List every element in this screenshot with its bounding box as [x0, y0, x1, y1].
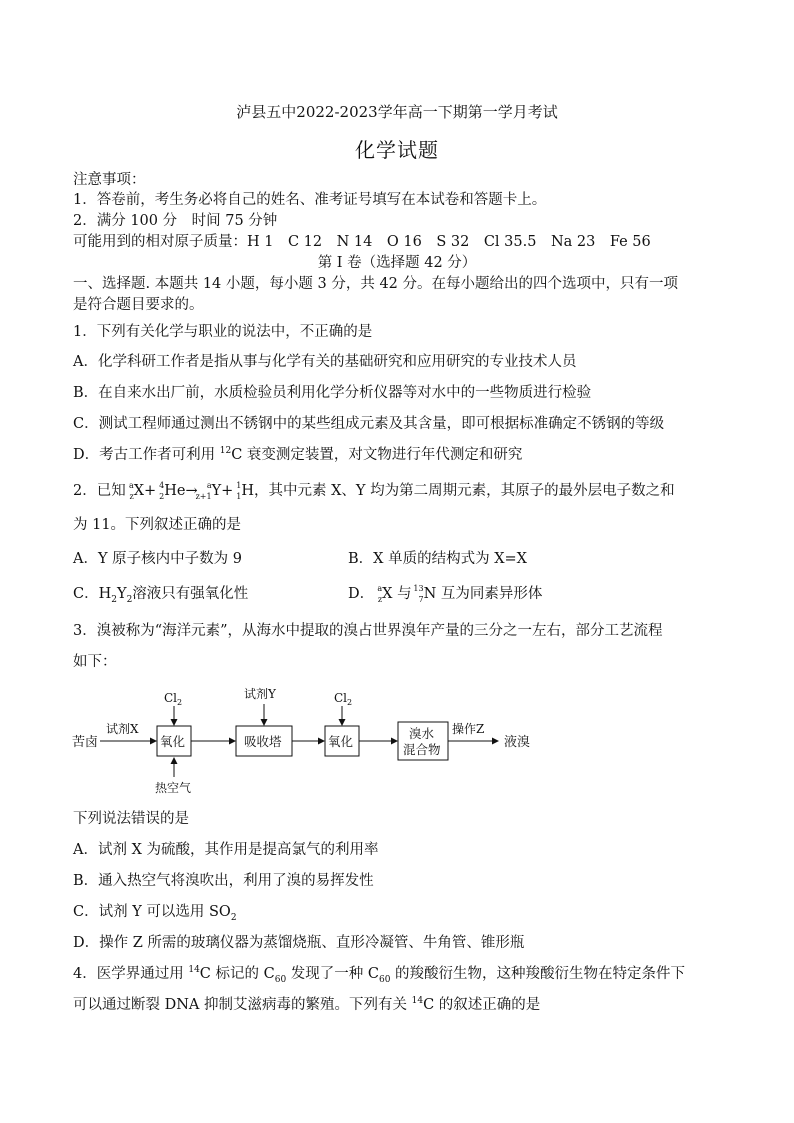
isotope-h-label: 1 1: [236, 481, 242, 501]
q4-stem-line2: 可以通过断裂 DNA 抑制艾滋病毒的繁殖。下列有关 $^{14}$C 的叙述正确的是: [73, 996, 541, 1013]
q2-option-a: A．Y 原子核内中子数为 9: [73, 551, 242, 567]
q1-option-c: C．测试工程师通过测出不锈钢中的某些组成元素及其含量，即可根据标准确定不锈钢的等级: [73, 416, 665, 432]
q3-stem-line1: 3．溴被称为“海洋元素”，从海水中提取的溴占世界溴年产量的三分之一左右，部分工艺流程: [73, 623, 663, 639]
notes-item-1: 1．答卷前，考生务必将自己的姓名、准考证号填写在本试卷和答题卡上。: [73, 192, 547, 208]
flow-ox1-label: 氧化: [160, 734, 186, 749]
atomic-mass-line: 可能用到的相对原子质量：H 1 C 12 N 14 O 16 S 32 Cl 35.5 Na 23 Fe 56: [73, 234, 651, 250]
flow-cl2-b-label: $Cl_2$: [334, 691, 353, 707]
q1-option-b: B．在自来水出厂前，水质检验员利用化学分析仪器等对水中的一些物质进行检验: [73, 385, 592, 401]
q1-option-a: A．化学科研工作者是指从事与化学有关的基础研究和应用研究的专业技术人员: [73, 354, 577, 370]
process-flow-diagram: [66, 680, 566, 800]
q3-option-d: D．操作 Z 所需的玻璃仪器为蒸馏烧瓶、直形冷凝管、牛角管、锥形瓶: [73, 935, 525, 951]
subject-title: 化学试题: [355, 138, 439, 162]
q1-stem: 1．下列有关化学与职业的说法中，不正确的是: [73, 324, 373, 340]
flow-hot-air-label: 热空气: [155, 781, 192, 795]
school-title: 泸县五中2022-2023学年高一下期第一学月考试: [236, 103, 558, 121]
flow-absorb-label: 吸收塔: [244, 734, 282, 749]
part1-intro-2: 是符合题目要求的。: [73, 297, 204, 313]
q3-option-b: B．通入热空气将溴吹出，利用了溴的易挥发性: [73, 873, 374, 889]
q2-option-b: B．X 单质的结构式为 X=X: [348, 551, 527, 567]
part1-title: 第 I 卷（选择题 42 分）: [317, 255, 477, 271]
flow-mix-line1: 溴水: [409, 726, 435, 741]
q2-option-c: C．$H_2Y_2$溶液只有强氧化性: [73, 586, 249, 605]
isotope-y-label: a z+1: [195, 481, 212, 501]
flow-mix-line2: 混合物: [403, 742, 441, 757]
flow-cl2-a-label: $Cl_2$: [164, 691, 183, 707]
flow-ox2-label: 氧化: [328, 734, 354, 749]
q3-question: 下列说法错误的是: [73, 811, 189, 827]
flow-start-label: 苦卤: [72, 735, 99, 750]
isotope-he-label: 4 2: [159, 481, 165, 501]
flow-end-label: 液溴: [504, 735, 531, 750]
q3-stem-line2: 如下：: [73, 654, 117, 670]
flow-reagent-y-label: 试剂Y: [244, 687, 276, 701]
q1-option-d: D．考古工作者可利用 $^{12}$C 衰变测定装置，对文物进行年代测定和研究: [73, 446, 523, 463]
notes-item-2: 2．满分 100 分 时间 75 分钟: [73, 213, 278, 229]
q4-stem-line1: 4．医学界通过用 $^{14}$C 标记的 $C_{60}$ 发现了一种 $C_{60}$ 的羧酸衍生物，这种羧酸衍生物在特定条件下: [73, 965, 686, 985]
notes-heading: 注意事项：: [73, 172, 146, 188]
q3-option-a: A．试剂 X 为硫酸，其作用是提高氯气的利用率: [73, 842, 379, 858]
isotope-n-label: 13 7: [413, 584, 424, 604]
q2-stem-line1: 2．已知 a z X+ 4 2 He→ a z+1 Y+ 1 1 H，其中元素 X、Y 均为第二周期元素，其原子的最外层电子数之和: [73, 481, 675, 501]
isotope-x-label: a z: [128, 481, 134, 501]
isotope-x-label-d: a z: [377, 584, 383, 604]
flow-op-z-label: 操作Z: [452, 722, 485, 736]
q2-stem-line2: 为 11。下列叙述正确的是: [73, 517, 242, 533]
q3-option-c: C．试剂 Y 可以选用 $SO_2$: [73, 904, 237, 923]
q2-option-d: D． a z X 与 13 7 N 互为同素异形体: [348, 584, 543, 604]
part1-intro-1: 一、选择题. 本题共 14 小题，每小题 3 分，共 42 分。在每小题给出的四个选项中，只有一项: [73, 276, 678, 292]
flow-reagent-x-label: 试剂X: [106, 722, 139, 736]
